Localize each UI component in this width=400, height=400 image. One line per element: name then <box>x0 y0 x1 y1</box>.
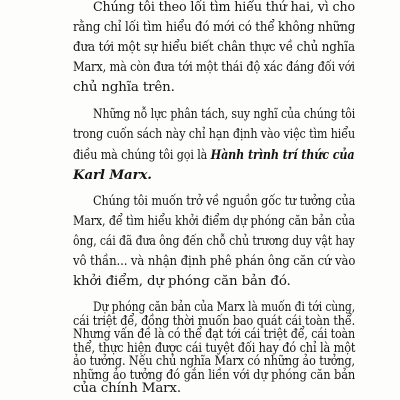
paragraph-2-line-3-text: điều mà chúng tôi gọi là <box>73 148 208 163</box>
paragraph-2-line-4 <box>73 166 152 185</box>
paragraph-1-line-4: Marx, mà còn đưa tới một thái độ xác đáng đối với <box>73 60 355 75</box>
paragraph-1-line-5: chủ nghĩa trên. <box>73 80 175 95</box>
paragraph-4-line-4: thể, thực hiện được cái tuyệt đối hay đó chỉ là một <box>73 340 356 356</box>
paragraph-3-line-1: Chúng tôi muốn trở về nguồn gốc tư tưởng của <box>93 194 356 209</box>
paragraph-4-line-7: của chính Marx. <box>73 381 181 396</box>
paragraph-4-line-5: ảo tưởng. Nếu chủ nghĩa Marx có những ảo tưởng, <box>73 354 355 369</box>
paragraph-3-line-5: khởi điểm, dự phóng căn bản đó. <box>73 274 291 289</box>
paragraph-2-line-2: trong cuốn sách này chỉ hạn định vào việc tìm hiểu <box>73 127 356 142</box>
paragraph-4-line-6: những ảo tưởng đó gắn liền với dự phóng căn bản <box>73 367 356 383</box>
paragraph-4-line-3: Nhưng vấn đề là có thể đạt tới cái triệt để, cái toàn <box>73 327 356 342</box>
paragraph-3-line-2: Marx, để tìm hiểu khởi điểm dự phóng căn bản của <box>73 214 355 229</box>
paragraph-4-line-1: Dự phóng căn bản của Marx là muốn đi tới cùng, <box>93 300 356 315</box>
book-title-emphasis-part-2: Karl Marx. <box>73 167 152 183</box>
book-title-emphasis-part-1: Hành trình trí thức của <box>210 147 355 163</box>
paragraph-4-line-2: cái triệt để, đồng thời muốn bao quát cái toàn thể. <box>73 313 356 329</box>
paragraph-2-line-1: Những nỗ lực phân tách, suy nghĩ của chúng tôi <box>93 107 356 122</box>
paragraph-1-line-2: rằng chỉ lối tìm hiểu đó mới có thể không những <box>73 20 356 35</box>
paragraph-3-line-4: vô thần... và nhận định phê phán ông căn cứ vào <box>73 254 356 269</box>
paragraph-2-line-3 <box>73 146 355 165</box>
paragraph-3-line-3: ông, cái đã đưa ông đến chỗ chủ trương duy vật hay <box>73 234 355 249</box>
paragraph-1-line-3: đưa tới một sự hiểu biết chân thực về chủ nghĩa <box>73 40 355 55</box>
paragraph-1-line-1: Chúng tôi theo lối tìm hiểu thứ hai, vì cho <box>93 0 356 15</box>
